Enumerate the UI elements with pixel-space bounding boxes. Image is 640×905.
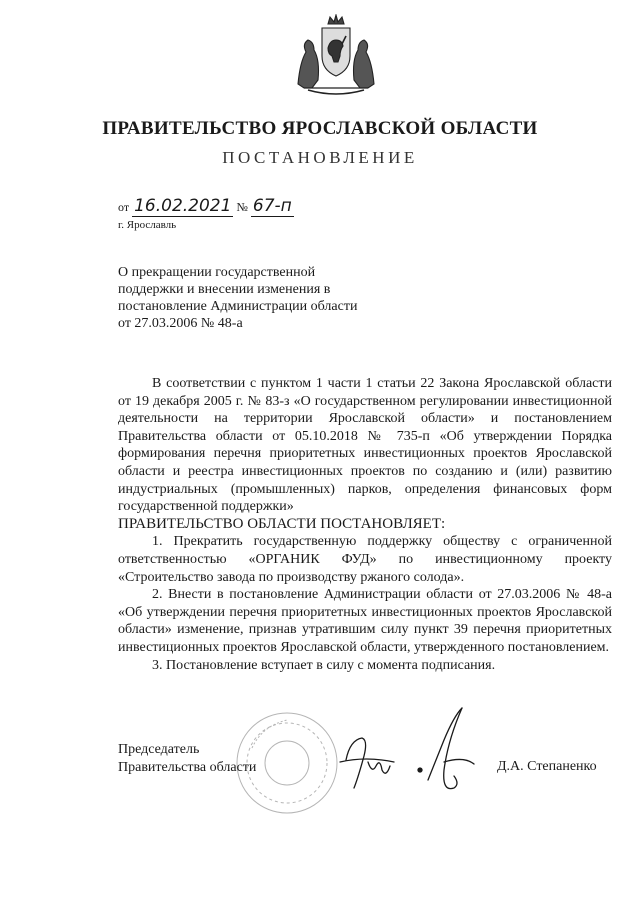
item-1-paragraph: 1. Прекратить государственную поддержку обществу с ограниченной ответственностью «ОРГАНИК ФУД» по инвестиционному проекту «Строительство завода по производству ржаного солода».: [118, 534, 612, 585]
item-3-paragraph: 3. Постановление вступает в силу с момента подписания.: [152, 657, 496, 673]
signatory-position: [118, 741, 256, 777]
handwritten-signature: [336, 700, 496, 810]
document-type: ПОСТАНОВЛЕНИЕ: [222, 148, 418, 167]
decree-body: [118, 375, 612, 674]
position-line-1: Председатель: [118, 742, 200, 757]
signatory-name: Д.А. Степаненко: [497, 759, 597, 774]
preamble-paragraph: В соответствии с пунктом 1 части 1 статьи 22 Закона Ярославской области от 19 декабря 2005 г. № 83-з «О государственном регулировании инвестиционной деятельности на территории Ярославской области» и постановлением Правительства области от 05.10.2018 № 735-п «Об утверждении Порядка формирования перечня приоритетных инвестиционных проектов Ярославской области и реестра инвестиционных проектов по созданию и (или) развитию индустриальных (промышленных) парков, определения финансовых форм государственной поддержки»: [118, 376, 612, 515]
number-prefix: №: [236, 200, 248, 214]
date-prefix: от: [118, 200, 130, 214]
position-line-2: Правительства области: [118, 760, 257, 775]
government-title: ПРАВИТЕЛЬСТВО ЯРОСЛАВСКОЙ ОБЛАСТИ: [102, 118, 538, 139]
coat-of-arms-icon: [288, 14, 384, 96]
decree-subject: О прекращении государственной поддержки и внесении изменения в постановление Администрации области от 27.03.2006 № 48-а: [118, 265, 358, 331]
resolves-heading: ПРАВИТЕЛЬСТВО ОБЛАСТИ ПОСТАНОВЛЯЕТ:: [118, 515, 446, 532]
city: г. Ярославль: [118, 219, 177, 231]
decree-number: 67-п: [252, 196, 292, 216]
item-2-paragraph: 2. Внести в постановление Администрации области от 27.03.2006 № 48-а «Об утверждении перечня приоритетных инвестиционных проектов Ярославской области» изменение, признав утратившим силу пункт 39 перечня приоритетных инвестиционных проектов Ярославской области, утвержденного постановлением.: [118, 587, 612, 655]
registration-line: [118, 196, 294, 216]
decree-date: 16.02.2021: [134, 196, 232, 216]
